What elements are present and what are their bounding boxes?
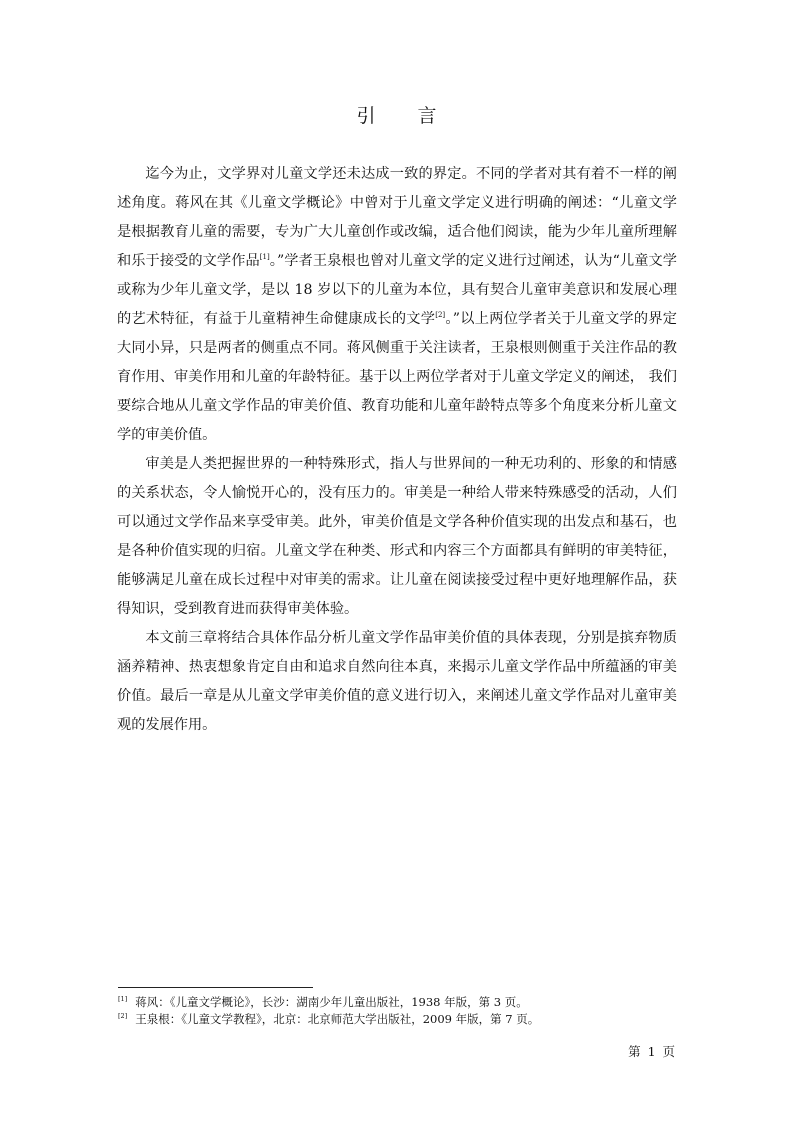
paragraph [117, 624, 677, 740]
paragraph-text: 审美是人类把握世界的一种特殊形式，指人与世界间的一种无功利的、形象的和情感的关系状态，令人愉悦开心的，没有压力的。审美是一种给人带来特殊感受的活动，人们可以通过文学作品来享受审美。此外，审美价值是文学各种价值实现的出发点和基石，也是各种价值实现的归宿。儿童文学在种类、形式和内容三个方面都具有鲜明的审美特征，能够满足儿童在成长过程中对审美的需求。让儿童在阅读接受过程中更好地理解作品，获得知识，受到教育进而获得审美体验。 [117, 456, 677, 617]
footnote-text: 王泉根：《儿童文学教程》，北京：北京师范大学出版社，2009 年版，第 7 页。 [135, 1012, 540, 1026]
paragraph-text: 。”以上两位学者关于儿童文学的界定大同小异，只是两者的侧重点不同。蒋风侧重于关注读者，王泉根则侧重于关注作品的教育作用、审美作用和儿童的年龄特征。基于以上两位学者对于儿童文学定义的阐述， 我们要综合地从儿童文学作品的审美价值、教育功能和儿童年龄特点等多个角度来分析儿童文学的审美价值。 [117, 311, 677, 443]
citation-ref: [1] [259, 253, 270, 261]
footnote [118, 1011, 678, 1028]
body-text [117, 160, 677, 740]
page-number: 第 1 页 [628, 1044, 675, 1059]
footnote [118, 994, 678, 1011]
paragraph-text: 迄今为止，文学界对儿童文学还未达成一致的界定。不同的学者对其有着不一样的阐述角度。蒋风在其《儿童文学概论》中曾对于儿童文学定义进行明确的阐述：“儿童文学是根据教育儿童的需要，专为广大儿童创作或改编，适合他们阅读，能为少年儿童所理解和乐于接受的文学作品 [117, 166, 677, 269]
paragraph [117, 450, 677, 624]
paragraph [117, 160, 677, 450]
page-title: 引 言 [356, 105, 455, 127]
citation-ref: [2] [435, 311, 446, 319]
footnote-text: 蒋风：《儿童文学概论》，长沙：湖南少年儿童出版社，1938 年版，第 3 页。 [135, 995, 528, 1009]
footnote-divider [118, 987, 313, 988]
paragraph-text: 本文前三章将结合具体作品分析儿童文学作品审美价值的具体表现，分别是摈弃物质涵养精神、热衷想象肯定自由和追求自然向往本真，来揭示儿童文学作品中所蕴涵的审美价值。最后一章是从儿童文学审美价值的意义进行切入，来阐述儿童文学作品对儿童审美观的发展作用。 [117, 630, 677, 733]
paragraph-text: 。”学者王泉根也曾对儿童文学的定义进行过阐述，认为“儿童文学或称为少年儿童文学，是以 18 岁以下的儿童为本位，具有契合儿童审美意识和发展心理的艺术特征，有益于儿童精神生命健康成长的文学 [117, 253, 677, 327]
footnotes [118, 994, 678, 1028]
footnote-mark: [2] [118, 1012, 128, 1020]
footnote-mark: [1] [118, 995, 128, 1003]
